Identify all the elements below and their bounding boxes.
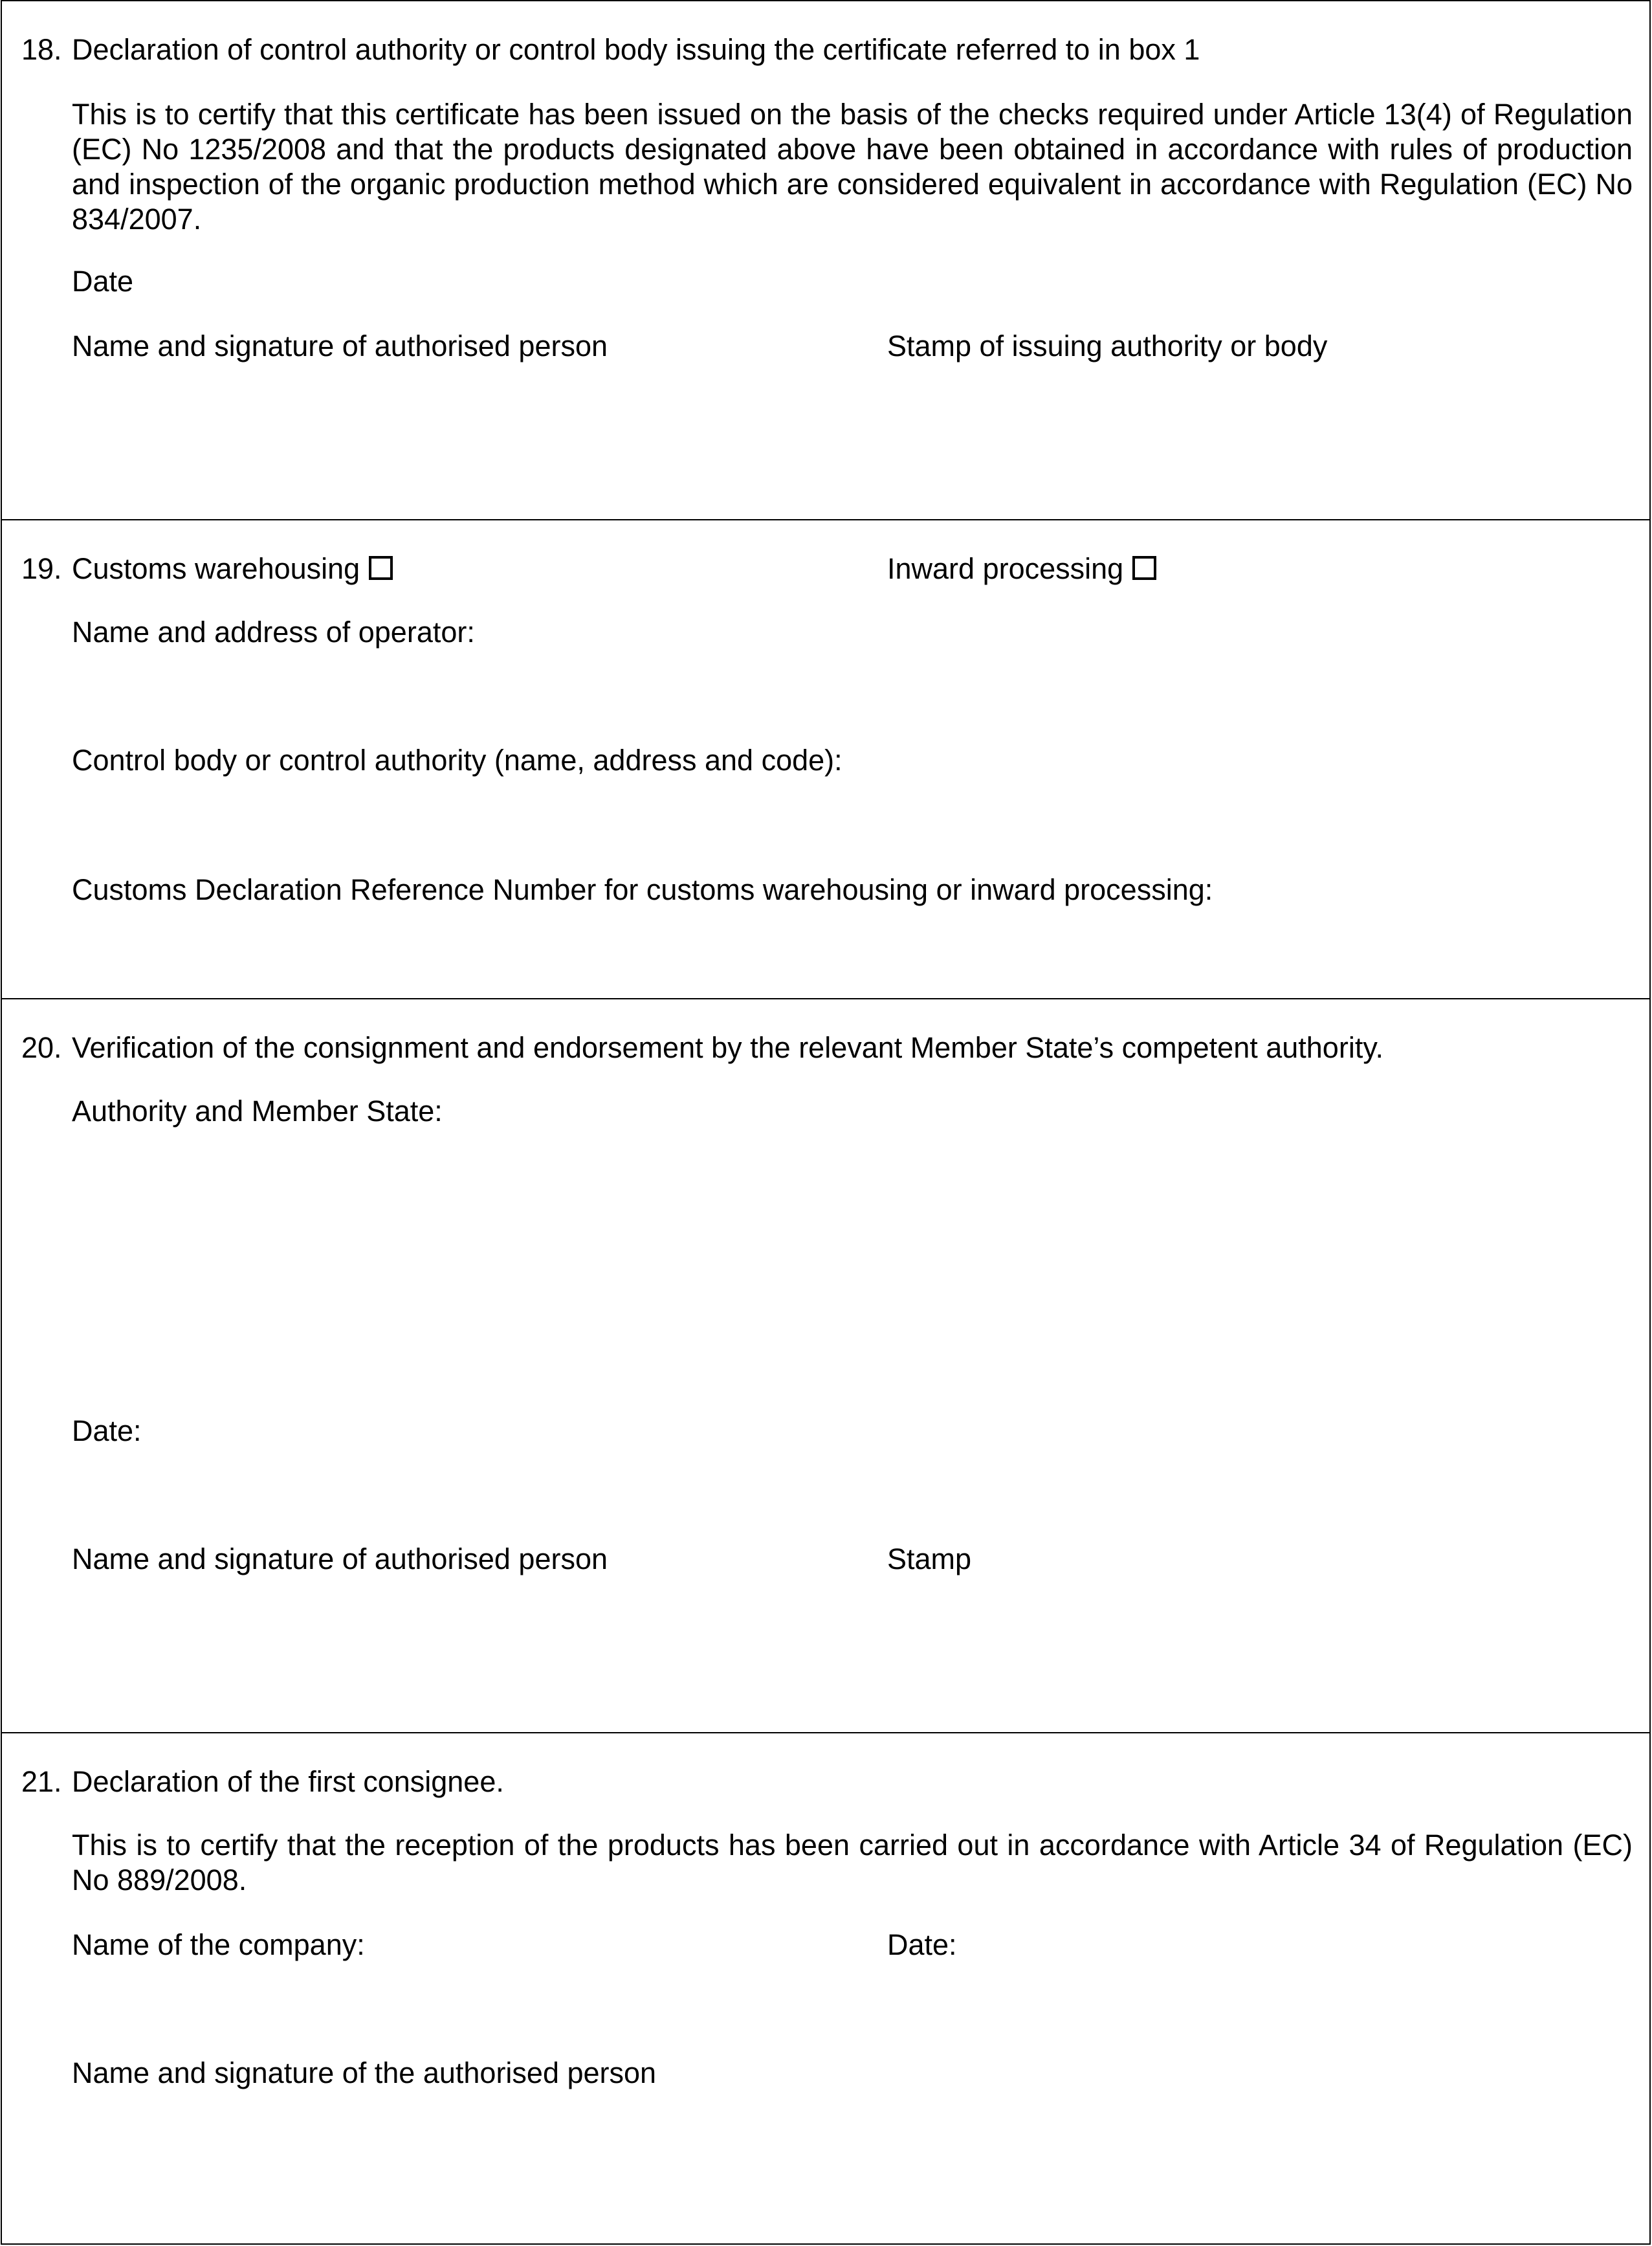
certificate-form bbox=[1, 0, 1651, 2245]
box-20-number: 20. bbox=[21, 1031, 62, 1064]
box-20-signature-label: Name and signature of authorised person bbox=[72, 1542, 608, 1575]
company-name-label: Name of the company: bbox=[72, 1928, 365, 1961]
box-18-stamp-label: Stamp of issuing authority or body bbox=[887, 329, 1328, 362]
box-20-date-label: Date: bbox=[72, 1414, 142, 1447]
box-20-verification bbox=[2, 999, 1649, 1733]
box-18-certification-text: This is to certify that this certificate has been issued on the basis of the checks required under Article 13(4) of Regulation (EC) No 1235/2008 and that the products designated above have been obtained in accordance with rules of production and inspection of the organic production method which are considered equivalent in accordance with Regulation (EC) No 834/2007. bbox=[72, 98, 1633, 236]
box-19-number: 19. bbox=[21, 552, 62, 585]
inward-processing-checkbox[interactable] bbox=[1132, 556, 1156, 580]
box-18-date-label: Date bbox=[72, 265, 134, 298]
box-21-number: 21. bbox=[21, 1765, 62, 1798]
inward-processing-option bbox=[887, 551, 1156, 586]
customs-reference-label: Customs Declaration Reference Number for customs warehousing or inward processing: bbox=[72, 873, 1213, 906]
inward-processing-label: Inward processing bbox=[887, 552, 1124, 585]
customs-warehousing-label: Customs warehousing bbox=[72, 552, 360, 585]
box-21-consignee-declaration bbox=[2, 1733, 1649, 2245]
customs-warehousing-checkbox[interactable] bbox=[369, 556, 393, 580]
box-21-signature-label: Name and signature of the authorised person bbox=[72, 2056, 657, 2089]
box-20-title: Verification of the consignment and endorsement by the relevant Member State’s competent authority. bbox=[72, 1031, 1383, 1064]
box-18-control-declaration bbox=[2, 1, 1649, 520]
box-18-number: 18. bbox=[21, 33, 62, 66]
box-19-customs bbox=[2, 520, 1649, 999]
box-21-date-label: Date: bbox=[887, 1928, 957, 1961]
box-18-signature-label: Name and signature of authorised person bbox=[72, 329, 608, 362]
operator-label: Name and address of operator: bbox=[72, 616, 475, 649]
authority-member-state-label: Authority and Member State: bbox=[72, 1095, 443, 1128]
customs-warehousing-option bbox=[72, 551, 393, 586]
box-21-title: Declaration of the first consignee. bbox=[72, 1765, 504, 1798]
box-18-title: Declaration of control authority or control body issuing the certificate referred to in box 1 bbox=[72, 33, 1200, 66]
box-21-certification-text: This is to certify that the reception of the products has been carried out in accordance with Article 34 of Regulation (EC) No 889/2008. bbox=[72, 1829, 1633, 1896]
box-20-stamp-label: Stamp bbox=[887, 1542, 972, 1575]
control-body-label: Control body or control authority (name, address and code): bbox=[72, 744, 843, 777]
